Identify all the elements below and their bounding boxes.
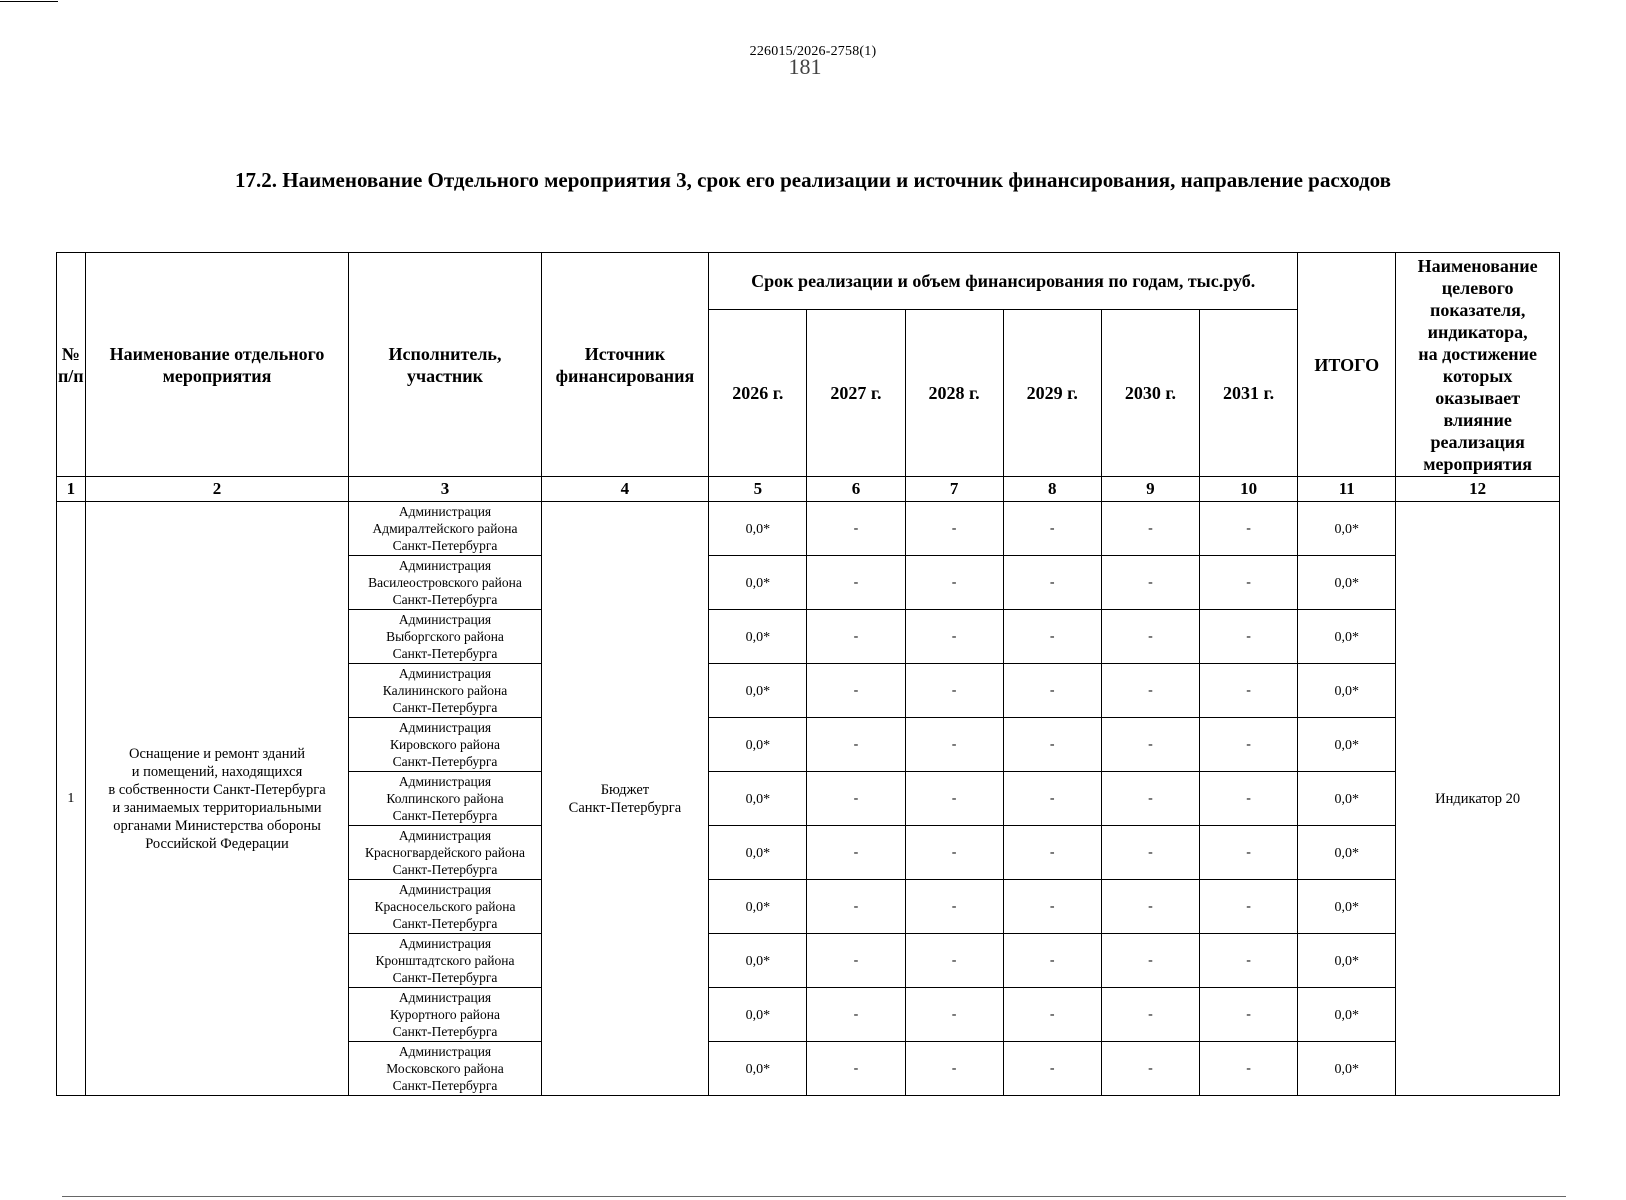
header-year: 2030 г. (1101, 310, 1199, 477)
value-text: 0,0* (1334, 899, 1359, 915)
value-2027: - (807, 772, 905, 826)
executor-cell (349, 988, 541, 1042)
value-2028: - (905, 1042, 1003, 1096)
executor-line: Санкт-Петербурга (392, 916, 498, 931)
value-total (1298, 1042, 1396, 1096)
value-2030: - (1101, 502, 1199, 556)
executor-cell (349, 880, 541, 934)
header-executor (349, 253, 541, 477)
value-text: 0,0* (745, 1061, 771, 1077)
header-num (57, 253, 86, 477)
value-total (1298, 880, 1396, 934)
value-total (1298, 718, 1396, 772)
row-number: 1 (57, 502, 86, 1096)
header-indicator-line: на достижение (1418, 343, 1538, 364)
executor-line: Московского района (386, 1061, 504, 1076)
executor-line: Администрация (398, 774, 492, 789)
header-source-line: финансирования (555, 365, 695, 386)
value-text: 0,0* (1334, 1061, 1359, 1077)
value-text: 0,0* (1334, 845, 1359, 861)
header-indicator-line: реализация (1430, 431, 1525, 452)
value-text: 0,0* (1334, 521, 1359, 537)
header-year: 2026 г. (709, 310, 807, 477)
value-2030: - (1101, 1042, 1199, 1096)
executor-line: Адмиралтейского района (372, 521, 518, 536)
value-total (1298, 664, 1396, 718)
value-2027: - (807, 826, 905, 880)
value-2026 (709, 1042, 807, 1096)
value-2028: - (905, 772, 1003, 826)
value-2028: - (905, 880, 1003, 934)
value-2031: - (1199, 934, 1297, 988)
value-2030: - (1101, 880, 1199, 934)
value-2030: - (1101, 664, 1199, 718)
column-number: 11 (1298, 477, 1396, 502)
value-2027: - (807, 988, 905, 1042)
header-event-name (85, 253, 349, 477)
executor-line: Администрация (398, 504, 492, 519)
executor-line: Колпинского района (386, 791, 504, 806)
value-2027: - (807, 610, 905, 664)
header-source (541, 253, 709, 477)
value-total (1298, 772, 1396, 826)
financing-source-line: Бюджет (600, 781, 650, 798)
value-text: 0,0* (745, 521, 771, 537)
header-year: 2029 г. (1003, 310, 1101, 477)
column-number: 2 (85, 477, 349, 502)
header-num-line: № (61, 343, 80, 364)
financing-source-line: Санкт-Петербурга (568, 799, 682, 816)
executor-cell (349, 718, 541, 772)
event-name-line: и помещений, находящихся (131, 763, 303, 780)
value-text: 0,0* (1334, 791, 1359, 807)
value-2030: - (1101, 772, 1199, 826)
event-name-line: Оснащение и ремонт зданий (128, 745, 306, 762)
value-text: 0,0* (1334, 683, 1359, 699)
value-2030: - (1101, 826, 1199, 880)
executor-cell (349, 664, 541, 718)
value-2026 (709, 664, 807, 718)
executor-line: Администрация (398, 720, 492, 735)
value-text: 0,0* (745, 953, 771, 969)
executor-line: Калининского района (382, 683, 508, 698)
column-number: 9 (1101, 477, 1199, 502)
header-num-line: п/п (57, 365, 84, 386)
executor-line: Санкт-Петербурга (392, 646, 498, 661)
value-2026 (709, 610, 807, 664)
value-2030: - (1101, 718, 1199, 772)
column-number: 3 (349, 477, 541, 502)
value-text: 0,0* (745, 791, 771, 807)
value-text: 0,0* (745, 845, 771, 861)
executor-line: Администрация (398, 558, 492, 573)
value-2028: - (905, 934, 1003, 988)
value-2026 (709, 826, 807, 880)
financing-source (541, 502, 709, 1096)
header-total: ИТОГО (1298, 253, 1396, 477)
executor-line: Санкт-Петербурга (392, 592, 498, 607)
value-total (1298, 988, 1396, 1042)
section-title: 17.2. Наименование Отдельного мероприятия 3, срок его реализации и источник финансирования, направление расходов (235, 168, 1391, 192)
executor-cell (349, 556, 541, 610)
value-2026 (709, 934, 807, 988)
header-year: 2027 г. (807, 310, 905, 477)
value-text: 0,0* (1334, 629, 1359, 645)
value-2026 (709, 718, 807, 772)
value-2029: - (1003, 988, 1101, 1042)
document-number: 226015/2026-2758(1) (749, 44, 877, 59)
event-name-line: и занимаемых территориальными (112, 799, 322, 816)
executor-line: Администрация (398, 1044, 492, 1059)
header-indicator-line: показателя, (1429, 299, 1526, 320)
value-2027: - (807, 718, 905, 772)
value-2031: - (1199, 1042, 1297, 1096)
value-2029: - (1003, 718, 1101, 772)
corner-rule (0, 1, 58, 2)
column-number: 7 (905, 477, 1003, 502)
value-text: 0,0* (1334, 1007, 1359, 1023)
header-indicator-line: влияние (1443, 409, 1512, 430)
executor-line: Санкт-Петербурга (392, 1078, 498, 1093)
executor-line: Красногвардейского района (365, 845, 525, 860)
executor-cell (349, 610, 541, 664)
value-2029: - (1003, 826, 1101, 880)
value-2031: - (1199, 772, 1297, 826)
value-2026 (709, 772, 807, 826)
executor-line: Кировского района (390, 737, 500, 752)
value-2027: - (807, 556, 905, 610)
value-2031: - (1199, 610, 1297, 664)
executor-cell (349, 772, 541, 826)
value-2031: - (1199, 880, 1297, 934)
executor-line: Санкт-Петербурга (392, 1024, 498, 1039)
header-indicator-line: оказывает (1435, 387, 1521, 408)
executor-line: Санкт-Петербурга (392, 538, 498, 553)
header-executor-line: Исполнитель, (388, 343, 502, 364)
executor-line: Кронштадтского района (375, 953, 515, 968)
value-2027: - (807, 934, 905, 988)
value-2030: - (1101, 610, 1199, 664)
executor-cell (349, 1042, 541, 1096)
value-2027: - (807, 664, 905, 718)
value-total (1298, 502, 1396, 556)
value-2029: - (1003, 934, 1101, 988)
header-year: 2031 г. (1199, 310, 1297, 477)
event-name-line: органами Министерства обороны (113, 817, 321, 834)
column-number: 5 (709, 477, 807, 502)
column-number: 8 (1003, 477, 1101, 502)
value-2031: - (1199, 502, 1297, 556)
header-indicator-line: индикатора, (1427, 321, 1528, 342)
column-number: 12 (1396, 477, 1560, 502)
value-total (1298, 610, 1396, 664)
column-number: 1 (57, 477, 86, 502)
executor-cell (349, 826, 541, 880)
header-event-line: Наименование отдельного (109, 343, 325, 364)
header-indicator-line: Наименование (1417, 255, 1538, 276)
executor-line: Курортного района (390, 1007, 500, 1022)
executor-cell (349, 502, 541, 556)
executor-line: Санкт-Петербурга (392, 754, 498, 769)
header-period-group: Срок реализации и объем финансирования по годам, тыс.руб. (709, 253, 1298, 310)
value-total (1298, 934, 1396, 988)
value-total (1298, 826, 1396, 880)
value-2026 (709, 880, 807, 934)
value-2027: - (807, 880, 905, 934)
executor-line: Администрация (398, 612, 492, 627)
financing-table (56, 252, 1560, 1096)
column-number: 6 (807, 477, 905, 502)
executor-line: Выборгского района (386, 629, 504, 644)
value-2029: - (1003, 880, 1101, 934)
value-2028: - (905, 826, 1003, 880)
value-2028: - (905, 718, 1003, 772)
header-source-line: Источник (584, 343, 666, 364)
value-2026 (709, 502, 807, 556)
value-2029: - (1003, 772, 1101, 826)
value-2031: - (1199, 718, 1297, 772)
value-2030: - (1101, 556, 1199, 610)
executor-line: Красносельского района (374, 899, 516, 914)
value-text: 0,0* (1334, 737, 1359, 753)
header-year: 2028 г. (905, 310, 1003, 477)
value-2026 (709, 988, 807, 1042)
executor-line: Администрация (398, 882, 492, 897)
value-total (1298, 556, 1396, 610)
value-text: 0,0* (745, 575, 771, 591)
event-name (85, 502, 349, 1096)
executor-line: Санкт-Петербурга (392, 700, 498, 715)
value-2028: - (905, 502, 1003, 556)
value-text: 0,0* (745, 737, 771, 753)
value-text: 0,0* (745, 683, 771, 699)
value-2028: - (905, 988, 1003, 1042)
value-text: 0,0* (745, 629, 771, 645)
executor-line: Администрация (398, 936, 492, 951)
column-number: 10 (1199, 477, 1297, 502)
value-2031: - (1199, 988, 1297, 1042)
table-row (57, 502, 1560, 556)
executor-line: Санкт-Петербурга (392, 808, 498, 823)
header-event-line: мероприятия (162, 365, 272, 386)
executor-line: Администрация (398, 990, 492, 1005)
executor-line: Василеостровского района (368, 575, 522, 590)
header-row-top (57, 253, 1560, 310)
value-2029: - (1003, 1042, 1101, 1096)
page-number: 181 (788, 54, 822, 79)
event-name-line: в собственности Санкт-Петербурга (108, 781, 326, 798)
value-2030: - (1101, 988, 1199, 1042)
header-indicator-line: целевого (1441, 277, 1514, 298)
value-2028: - (905, 556, 1003, 610)
value-text: 0,0* (1334, 575, 1359, 591)
value-2028: - (905, 664, 1003, 718)
page-bottom-rule (62, 1196, 1566, 1197)
header-indicator (1396, 253, 1560, 477)
value-2027: - (807, 502, 905, 556)
value-2030: - (1101, 934, 1199, 988)
value-2029: - (1003, 556, 1101, 610)
executor-line: Администрация (398, 666, 492, 681)
value-2031: - (1199, 826, 1297, 880)
executor-line: Санкт-Петербурга (392, 862, 498, 877)
header-executor-line: участник (406, 365, 484, 386)
indicator-name: Индикатор 20 (1396, 502, 1560, 1096)
value-text: 0,0* (745, 899, 771, 915)
value-2029: - (1003, 502, 1101, 556)
column-number: 4 (541, 477, 709, 502)
value-2027: - (807, 1042, 905, 1096)
executor-cell (349, 934, 541, 988)
value-text: 0,0* (1334, 953, 1359, 969)
column-number-row (57, 477, 1560, 502)
value-text: 0,0* (745, 1007, 771, 1023)
header-indicator-line: мероприятия (1423, 453, 1532, 474)
header-indicator-line: которых (1442, 365, 1513, 386)
executor-line: Администрация (398, 828, 492, 843)
value-2029: - (1003, 610, 1101, 664)
event-name-line: Российской Федерации (145, 835, 289, 852)
value-2031: - (1199, 556, 1297, 610)
value-2031: - (1199, 664, 1297, 718)
value-2028: - (905, 610, 1003, 664)
value-2026 (709, 556, 807, 610)
executor-line: Санкт-Петербурга (392, 970, 498, 985)
value-2029: - (1003, 664, 1101, 718)
